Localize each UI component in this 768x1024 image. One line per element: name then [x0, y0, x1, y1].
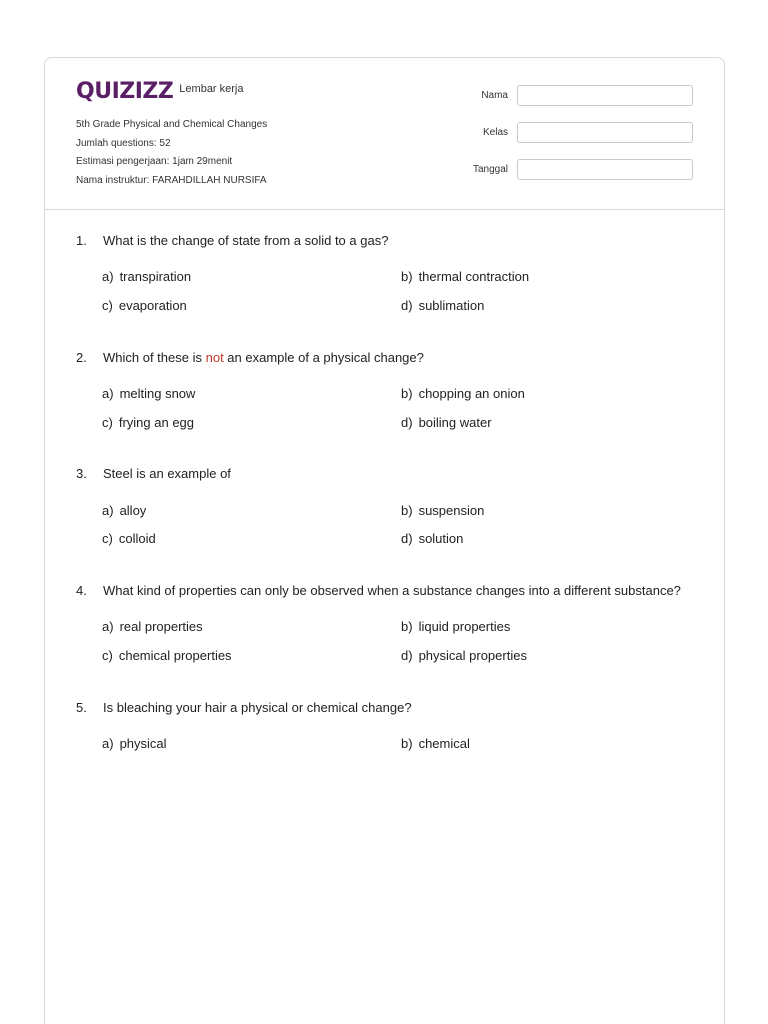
class-label: Kelas	[482, 127, 508, 138]
question-text	[76, 583, 681, 598]
option-label: d)	[401, 415, 413, 430]
option-label: c)	[102, 415, 113, 430]
option-text: sublimation	[418, 298, 485, 313]
option-label: d)	[401, 531, 413, 546]
name-field[interactable]	[517, 85, 693, 106]
question-number: 3.	[76, 466, 87, 481]
option-d	[401, 648, 527, 663]
option-text: transpiration	[119, 269, 192, 284]
question-prompt: What kind of properties can only be observed when a substance changes into a different substance?	[103, 583, 681, 598]
option-b	[401, 619, 510, 634]
date-field-row	[455, 159, 693, 180]
option-d	[401, 298, 484, 313]
option-a	[102, 269, 191, 284]
question-count: Jumlah questions: 52	[76, 137, 171, 149]
question-emphasis: not	[205, 350, 224, 365]
question-prompt: Is bleaching your hair a physical or chemical change?	[103, 700, 412, 715]
option-label: b)	[401, 386, 413, 401]
option-c	[102, 648, 232, 663]
instructor-name: Nama instruktur: FARAHDILLAH NURSIFA	[76, 174, 267, 186]
option-text: solution	[418, 531, 464, 546]
brand-row	[76, 80, 244, 104]
class-field-row	[455, 122, 693, 143]
worksheet-title: 5th Grade Physical and Chemical Changes	[76, 119, 268, 130]
option-text: liquid properties	[418, 619, 511, 634]
quizizz-logo: QUIZIZZ	[76, 79, 174, 104]
option-label: c)	[102, 531, 113, 546]
option-text: colloid	[118, 531, 156, 546]
option-a	[102, 386, 195, 401]
question-text	[76, 466, 231, 481]
option-b	[401, 386, 525, 401]
class-field[interactable]	[517, 122, 693, 143]
option-text: chemical properties	[118, 648, 232, 663]
option-label: a)	[102, 386, 114, 401]
option-label: a)	[102, 503, 114, 518]
question-text	[76, 233, 388, 248]
question-text	[76, 700, 412, 715]
time-estimate: Estimasi pengerjaan: 1jam 29menit	[76, 156, 233, 167]
date-label: Tanggal	[472, 164, 508, 175]
option-a	[102, 619, 203, 634]
option-text: thermal contraction	[418, 269, 530, 284]
option-b	[401, 503, 484, 518]
question-text	[76, 350, 424, 365]
option-text: frying an egg	[118, 415, 195, 430]
question-number: 5.	[76, 700, 87, 715]
option-c	[102, 415, 194, 430]
option-label: c)	[102, 648, 113, 663]
option-d	[401, 415, 492, 430]
question-prompt-end: an example of a physical change?	[223, 350, 424, 365]
question-number: 4.	[76, 583, 87, 598]
question-number: 2.	[76, 350, 87, 365]
option-text: suspension	[418, 503, 485, 518]
name-field-row	[455, 85, 693, 106]
option-b	[401, 269, 529, 284]
question-number: 1.	[76, 233, 87, 248]
question-prompt: Steel is an example of	[103, 466, 231, 481]
option-text: melting snow	[119, 386, 196, 401]
question-prompt: What is the change of state from a solid to a gas?	[103, 233, 389, 248]
worksheet-header	[45, 58, 724, 210]
option-text: alloy	[119, 503, 147, 518]
option-a	[102, 736, 167, 751]
option-label: a)	[102, 269, 114, 284]
name-label: Nama	[481, 90, 508, 101]
option-label: a)	[102, 736, 114, 751]
option-text: real properties	[119, 619, 203, 634]
option-label: d)	[401, 648, 413, 663]
question-prompt-start: Which of these is	[103, 350, 206, 365]
option-text: physical properties	[418, 648, 527, 663]
worksheet-page	[44, 57, 725, 1024]
option-label: c)	[102, 298, 113, 313]
option-c	[102, 531, 156, 546]
option-label: b)	[401, 269, 413, 284]
option-text: chopping an onion	[418, 386, 525, 401]
worksheet-meta	[76, 116, 267, 190]
worksheet-label: Lembar kerja	[179, 83, 244, 95]
option-b	[401, 736, 470, 751]
option-text: evaporation	[118, 298, 187, 313]
option-d	[401, 531, 463, 546]
option-label: a)	[102, 619, 114, 634]
option-text: physical	[119, 736, 167, 751]
option-label: b)	[401, 503, 413, 518]
date-field[interactable]	[517, 159, 693, 180]
option-label: b)	[401, 619, 413, 634]
option-a	[102, 503, 146, 518]
option-text: boiling water	[418, 415, 492, 430]
option-label: b)	[401, 736, 413, 751]
option-label: d)	[401, 298, 413, 313]
option-c	[102, 298, 187, 313]
option-text: chemical	[418, 736, 470, 751]
